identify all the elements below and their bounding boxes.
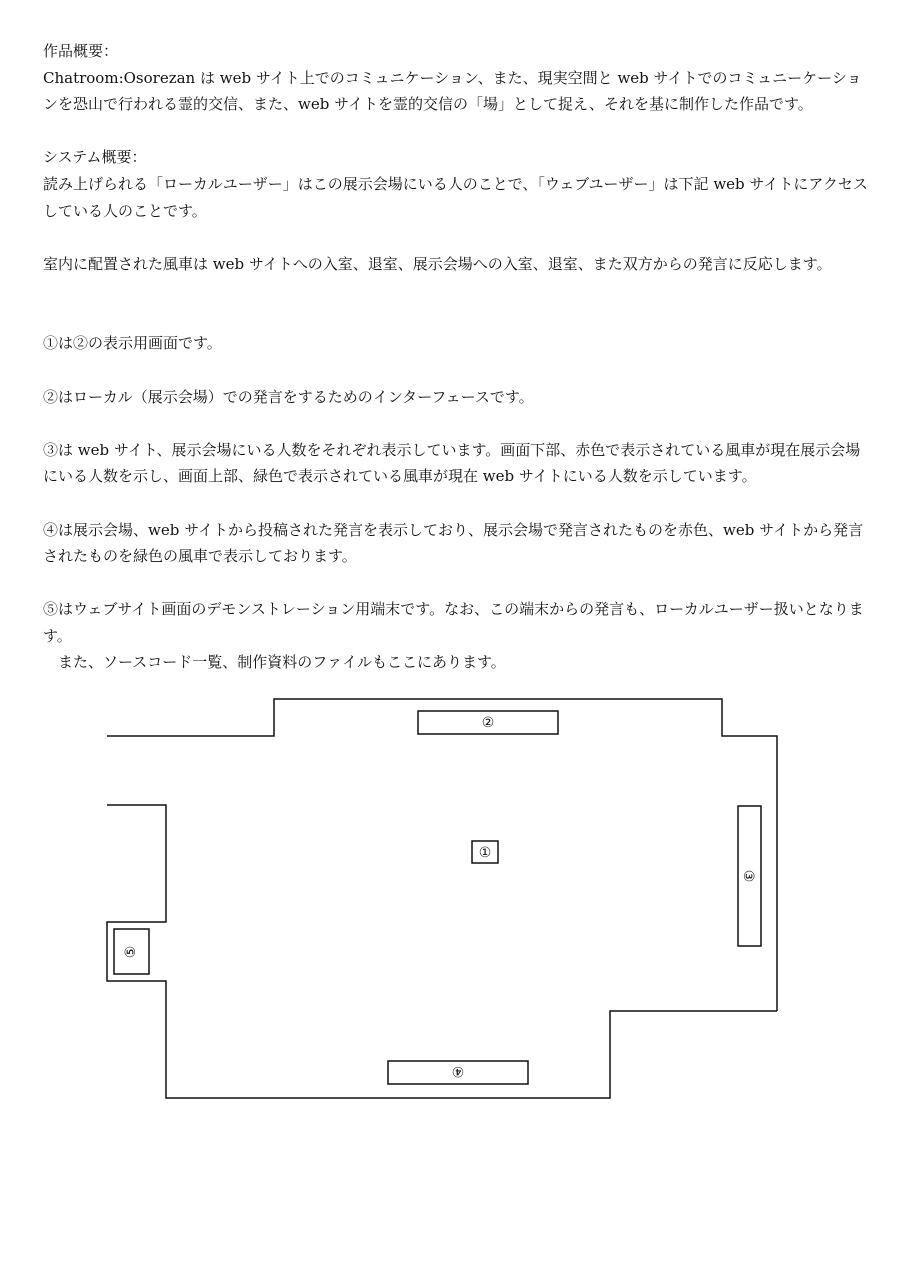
item-5-text: ⑤はウェブサイト画面のデモンストレーション用端末です。なお、この端末からの発言も、ローカルユーザー扱いとなります。 bbox=[43, 600, 864, 645]
item-4-text: ④は展示会場、web サイトから投稿された発言を表示しており、展示会場で発言されたものを赤色、web サイトから発言されたものを緑色の風車で表示しております。 bbox=[43, 520, 864, 566]
windmill-text: 室内に配置された風車は web サイトへの入室、退室、展示会場への入室、退室、また双方からの発言に反応します。 bbox=[43, 254, 832, 273]
item-3-text: ③は web サイト、展示会場にいる人数をそれぞれ表示しています。画面下部、赤色で表示されている風車が現在展示会場にいる人数を示し、画面上部、緑色で表示されている風車が現在 web サイトにいる人数を示しています。 bbox=[43, 440, 861, 486]
station-2-label: ② bbox=[481, 715, 495, 731]
system-heading: システム概要： bbox=[43, 148, 147, 167]
station-1 bbox=[472, 841, 498, 863]
overview-text: Chatroom:Osorezan は web サイト上でのコミュニケーション、また、現実空間と web サイトでのコミュニーケーションを恐山で行われる霊的交信、また、web サイトを霊的交信の「場」として捉え、それを基に制作した作品です。 bbox=[43, 68, 862, 114]
station-1-label: ① bbox=[478, 845, 492, 861]
floor-plan-wall-bottom bbox=[107, 805, 777, 1098]
item-5-note: また、ソースコード一覧、制作資料のファイルもここにあります。 bbox=[58, 653, 506, 672]
item-2-text: ②はローカル（展示会場）での発言をするためのインターフェースです。 bbox=[43, 387, 534, 406]
station-4-label: ④ bbox=[451, 1063, 465, 1079]
system-text: 読み上げられる「ローカルユーザー」はこの展示会場にいる人のことで、「ウェブユーザー」は下記 web サイトにアクセスしている人のことです。 bbox=[43, 174, 868, 220]
item-1-text: ①は②の表示用画面です。 bbox=[43, 334, 222, 353]
floor-plan-wall-top bbox=[107, 699, 777, 1011]
station-4 bbox=[388, 1061, 528, 1084]
station-5 bbox=[114, 929, 149, 974]
station-5-label: ⑤ bbox=[123, 945, 139, 959]
station-3-label: ③ bbox=[740, 869, 756, 883]
station-3 bbox=[738, 806, 761, 946]
overview-heading: 作品概要： bbox=[43, 42, 119, 60]
station-2 bbox=[418, 711, 558, 734]
